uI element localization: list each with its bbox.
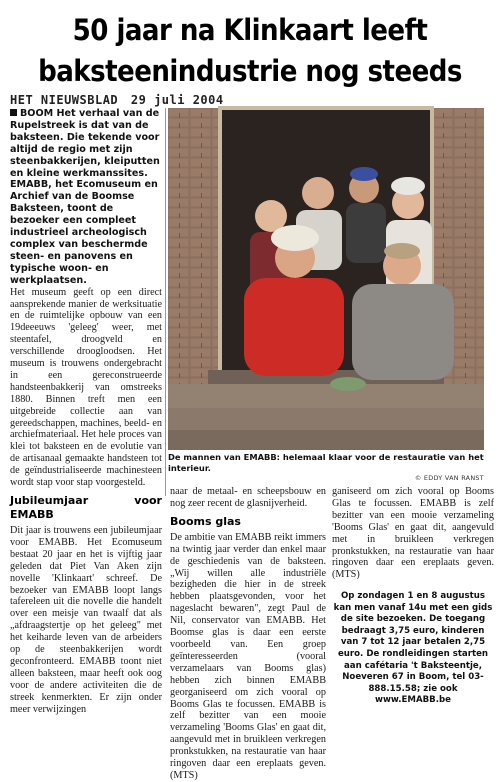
lead-text: Het verhaal van de Rupelstreek is dat van de baksteen. Die tekende voor altijd de regio met zijn steenbakkerijen, kleiputten en kleine werkmanssites. EMABB, het Ecomuseum en Archief van de Boomse Baksteen, toont de bezoeker een compleet industrieel archeologisch complex van beschermde steen- en panovens en typische woon- en werkplaatsen.: [10, 108, 160, 286]
glass-column-continued: [332, 486, 494, 581]
photo-illustration: [168, 108, 484, 450]
headline-line-2: baksteenindustrie nog steeds: [38, 54, 462, 88]
visitor-info-box: Op zondagen 1 en 8 augustus kan men vanaf 14u met een gids de site bezoeken. De toegang bedraagt 3,75 euro, kinderen van 7 tot 12 jaar betalen 2,75 euro. De rondleidingen starten aan cafétaria 't Baksteentje, Noeveren 67 in Boom, tel 03-888.15.58; zie ook www.EMABB.be: [333, 591, 493, 706]
photo-emabb-men: [168, 108, 484, 450]
intro-body: Het museum geeft op een direct aansprekende manier de werksituatie en de ruimtelijke opbouw van een 19deeeuws 'geleeg' weer, met steentafel, droogveld en verschillende droogloodsen. Het museum is trouwens ondergebracht in een gereconstrueerde handsteenbakkerij van omstreeks 1880. Binnen treft men een uitgebreide collectie aan van gereedschappen, machines, beeld- en archiefmateriaal. Het hele proces van klei tot baksteen en de evolutie van de artisanaal gemaakte handsteen tot de geïndustrialiseerde machinesteen wordt stap voor stap voorgesteld.: [10, 286, 162, 489]
headline-line-1: 50 jaar na Klinkaart leeft: [72, 13, 428, 47]
dateline-place: BOOM: [20, 108, 54, 119]
photo-credit: © EDDY VAN RANST: [414, 474, 484, 482]
glass-text-continued: ganiseerd om zich vooral op Booms Glas te focussen. EMABB is zelf bezitter van een mooie verzameling 'Booms Glas' en gaat dit, aangevuld met in bruikleen verkregen pronkstukken, na restauratie van haar ringoven daar een ereplaats geven. (MTS): [332, 486, 494, 581]
jubilee-text: Dit jaar is trouwens een jubileumjaar voor EMABB. Het Ecomuseum bestaat 20 jaar en het is vijftig jaar geleden dat Piet Van Aken zijn novelle 'Klinkaart' schreef. De bezoeker van EMABB loopt langs tafereleen uit die novelle die handelt over een meisje van twaalf dat als „afdraagstertje op het geleeg" met het keiharde leven van de arbeiders op de steenbakkerijen wordt geconfronteerd. EMABB toont niet alleen baksteen, maar heeft ook oog voor de andere activiteiten die de streek kenmerkten. Er zijn onder meer verwijzingen: [10, 525, 162, 715]
intro-column: [10, 108, 162, 489]
jubilee-text-continued: naar de metaal- en scheepsbouw en nog zeer recent de glasnijverheid.: [170, 486, 326, 509]
newspaper-name: HET NIEUWSBLAD: [10, 93, 119, 107]
photo-caption: De mannen van EMABB: helemaal klaar voor de restauratie van het interieur.: [168, 452, 484, 473]
jubilee-heading: Jubileumjaar voor EMABB: [10, 494, 162, 521]
glass-heading: Booms glas: [170, 514, 241, 528]
intro-lead: [10, 108, 162, 287]
jubilee-column: [10, 492, 162, 716]
publication-date: 29 juli 2004: [130, 93, 224, 107]
square-bullet-icon: [10, 109, 17, 116]
glass-column: [170, 486, 326, 781]
source-line: [10, 93, 224, 107]
column-divider: [165, 108, 166, 496]
glass-text: De ambitie van EMABB reikt immers na twintig jaar verder dan enkel maar de geschiedenis van de baksteen. „Wij willen alle industriële bezigheden die hier in de streek hebben plaatsgevonden, voor het nageslacht bewaren", zegt Paul de Nil, conservator van EMABB. Het Boomse glas is daar een eerste voorbeeld van. Een groep geïnteresseerden (vooral verzamelaars van Booms glas) hebben zich binnen EMABB georganiseerd om zich vooral op Booms Glas te focussen. EMABB is zelf bezitter van een mooie verzameling 'Booms Glas' en gaat dit, aangevuld met in bruikleen verkregen pronkstukken, na restauratie van haar ringoven daar een ereplaats geven. (MTS): [170, 531, 326, 781]
